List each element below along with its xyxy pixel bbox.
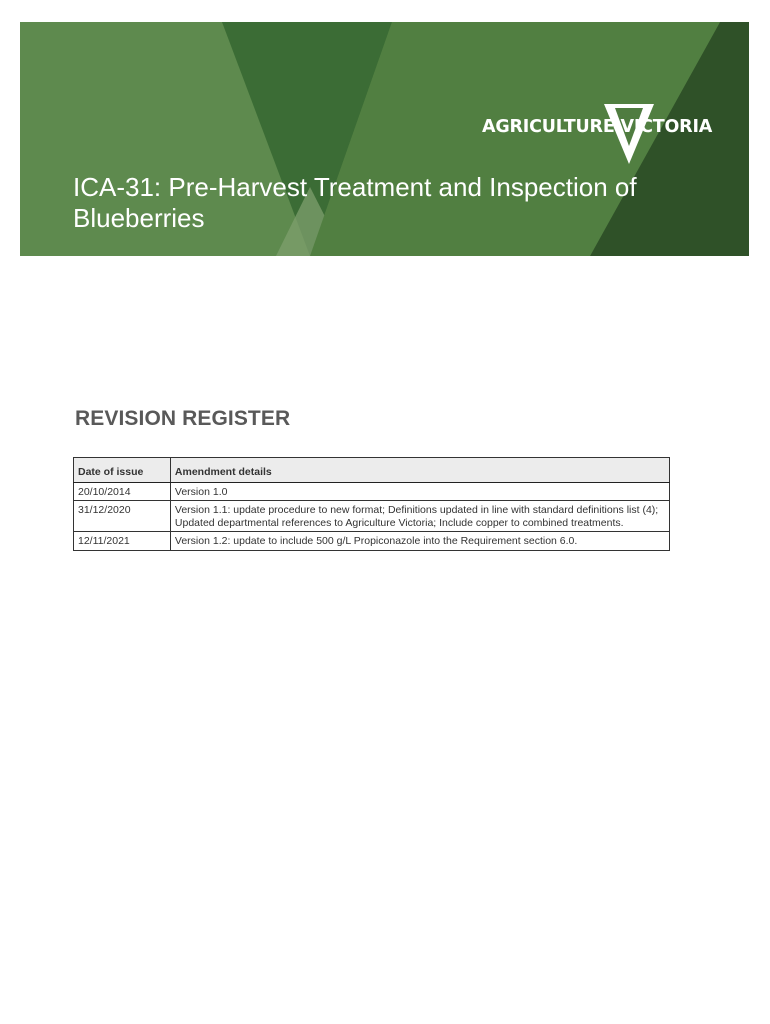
- header-banner: [20, 22, 749, 256]
- row-date: 20/10/2014: [74, 482, 171, 501]
- logo-text: AGRICULTURE VICTORIA: [482, 117, 713, 137]
- document-title: ICA-31: Pre-Harvest Treatment and Inspection of Blueberries: [73, 172, 637, 233]
- row-details: Version 1.2: update to include 500 g/L Propiconazole into the Requirement section 6.0.: [170, 532, 669, 551]
- table-row: [74, 501, 670, 532]
- row-details: Version 1.1: update procedure to new format; Definitions updated in line with standard definitions list (4); Updated departmental references to Agriculture Victoria; Include copper to combined treatments.: [170, 501, 669, 532]
- row-details: Version 1.0: [170, 482, 669, 501]
- column-header-details: Amendment details: [170, 458, 669, 483]
- column-header-date: Date of issue: [74, 458, 171, 483]
- revision-register-table: [73, 457, 670, 551]
- row-date: 12/11/2021: [74, 532, 171, 551]
- row-date: 31/12/2020: [74, 501, 171, 532]
- table-header-row: [74, 458, 670, 483]
- revision-register-heading: REVISION REGISTER: [75, 407, 291, 430]
- table-row: [74, 532, 670, 551]
- table-row: [74, 482, 670, 501]
- agriculture-victoria-logo: [482, 104, 742, 164]
